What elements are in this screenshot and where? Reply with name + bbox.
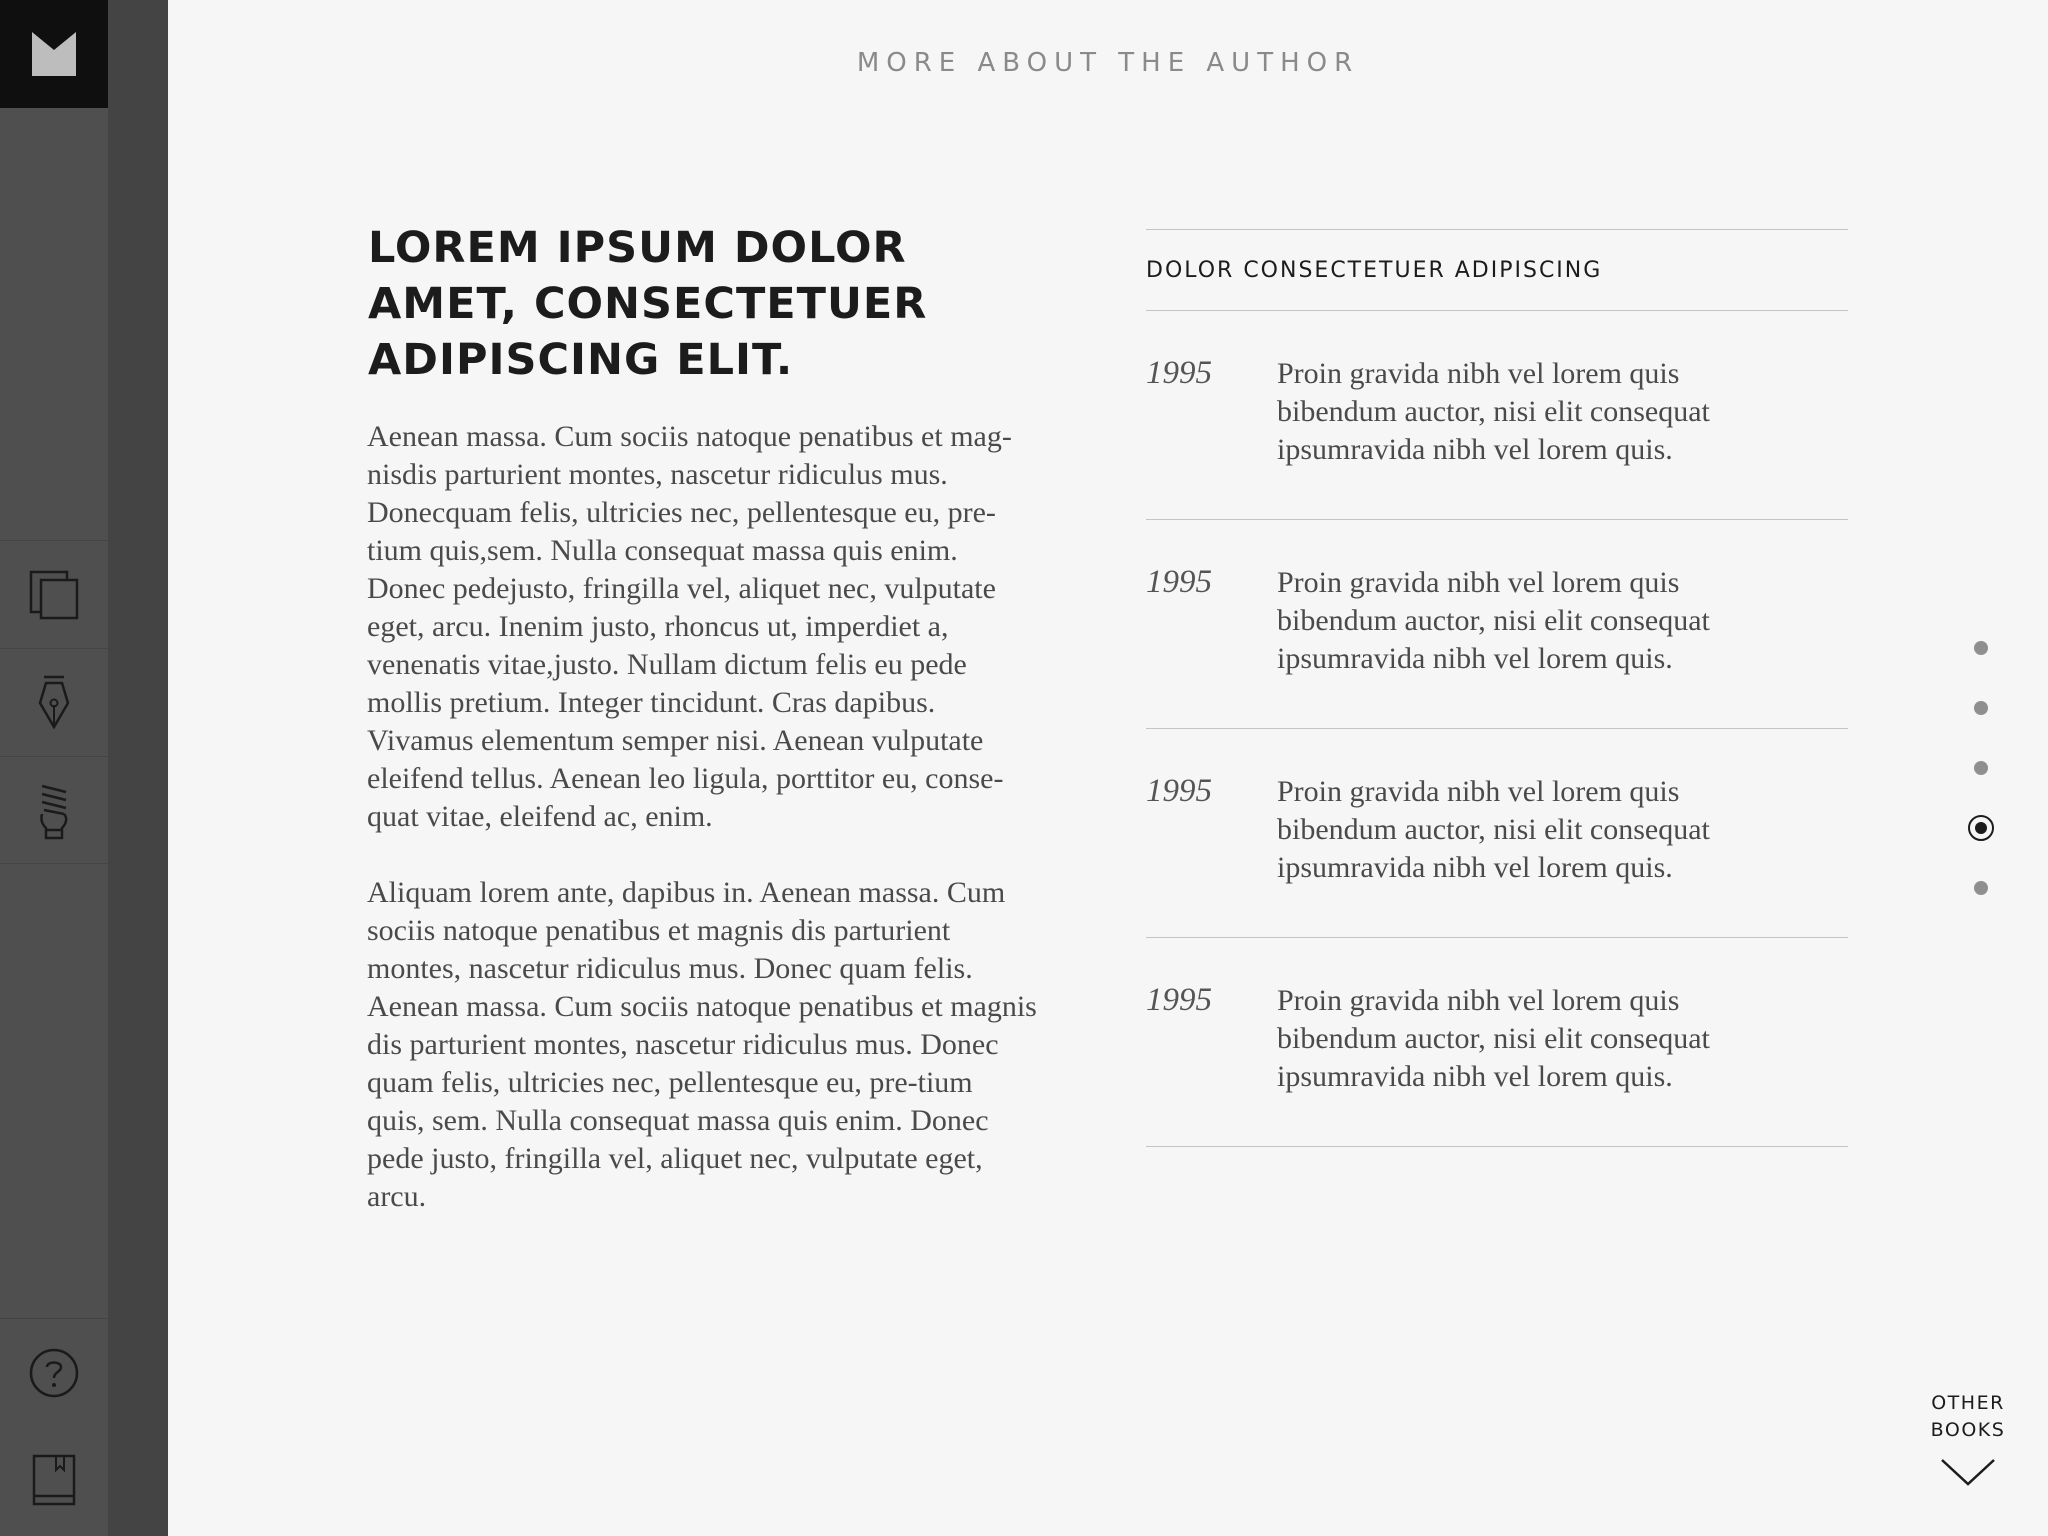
chevron-down-icon	[1940, 1458, 1996, 1488]
pager-dot-5[interactable]	[1974, 881, 1988, 895]
help-icon	[28, 1347, 80, 1399]
page-title: MORE ABOUT THE AUTHOR	[856, 48, 1360, 78]
timeline-text: Proin gravida nibh vel lorem quis bibendum auctor, nisi elit consequat ipsumravida nibh vel lorem quis.	[1277, 357, 1710, 466]
timeline-text: Proin gravida nibh vel lorem quis bibendum auctor, nisi elit consequat ipsumravida nibh vel lorem quis.	[1277, 775, 1710, 884]
article-paragraph-2: Aliquam lorem ante, dapibus in. Aenean massa. Cum sociis natoque penatibus et magnis dis parturient montes, nascetur ridiculus mus. Donec quam felis. Aenean massa. Cum sociis natoque penatibus et magnis dis parturient montes, nascetur ridiculus mus. Donec quam felis, ultricies nec, pellentesque eu, pre-tium quis, sem. Nulla consequat massa quis enim. Donec pede justo, fringilla vel, aliquet nec, vulputate eget, arcu.	[367, 876, 1037, 1213]
pager-dot-2[interactable]	[1974, 701, 1988, 715]
timeline-text: Proin gravida nibh vel lorem quis bibendum auctor, nisi elit consequat ipsumravida nibh vel lorem quis.	[1277, 566, 1710, 675]
sidebar	[0, 0, 108, 1536]
timeline-text: Proin gravida nibh vel lorem quis bibendum auctor, nisi elit consequat ipsumravida nibh vel lorem quis.	[1277, 984, 1710, 1093]
bookmark-book-icon	[32, 1454, 76, 1506]
timeline-row	[1146, 729, 1848, 938]
bookmark-button[interactable]	[0, 1426, 108, 1534]
pages-icon	[29, 570, 79, 620]
timeline-year: 1995	[1146, 773, 1212, 809]
timeline-year: 1995	[1146, 982, 1212, 1018]
logo[interactable]	[0, 0, 108, 108]
sidebar-shade	[108, 0, 168, 1536]
logo-icon	[32, 32, 76, 76]
other-books-label-2: BOOKS	[1930, 1419, 2006, 1441]
sidebar-item-hand[interactable]	[0, 756, 108, 864]
timeline-year: 1995	[1146, 355, 1212, 391]
hand-icon	[34, 780, 74, 840]
help-button[interactable]	[0, 1318, 108, 1426]
pen-nib-icon	[34, 675, 74, 731]
other-books-button[interactable]	[1918, 1390, 2018, 1493]
sidebar-item-pages[interactable]	[0, 540, 108, 648]
pager-dot-4-active[interactable]	[1968, 815, 1994, 841]
timeline-title: DOLOR CONSECTETUER ADIPISCING	[1146, 257, 1603, 283]
article-paragraph-1: Aenean massa. Cum sociis natoque penatibus et mag-nisdis parturient montes, nascetur ridiculus mus. Donecquam felis, ultricies nec, pellentesque eu, pre-tium quis,sem. Nulla consequat massa quis enim. Donec pedejusto, fringilla vel, aliquet nec, vulputate eget, arcu. Inenim justo, rhoncus ut, imperdiet a, venenatis vitae,justo. Nullam dictum felis eu pede mollis pretium. Integer tincidunt. Cras dapibus. Vivamus elementum semper nisi. Aenean vulputate eleifend tellus. Aenean leo ligula, porttitor eu, conse-quat vitae, eleifend ac, enim.	[367, 420, 1012, 833]
timeline-header	[1146, 229, 1848, 311]
timeline-row	[1146, 520, 1848, 729]
sidebar-item-write[interactable]	[0, 648, 108, 756]
article-heading: LOREM IPSUM DOLOR AMET, CONSECTETUER ADIPISCING ELIT.	[368, 223, 928, 385]
pager-dot-1[interactable]	[1974, 641, 1988, 655]
pager-dot-3[interactable]	[1974, 761, 1988, 775]
other-books-label-1: OTHER	[1931, 1392, 2005, 1414]
timeline-row	[1146, 938, 1848, 1147]
timeline-year: 1995	[1146, 564, 1212, 600]
timeline-row	[1146, 311, 1848, 520]
